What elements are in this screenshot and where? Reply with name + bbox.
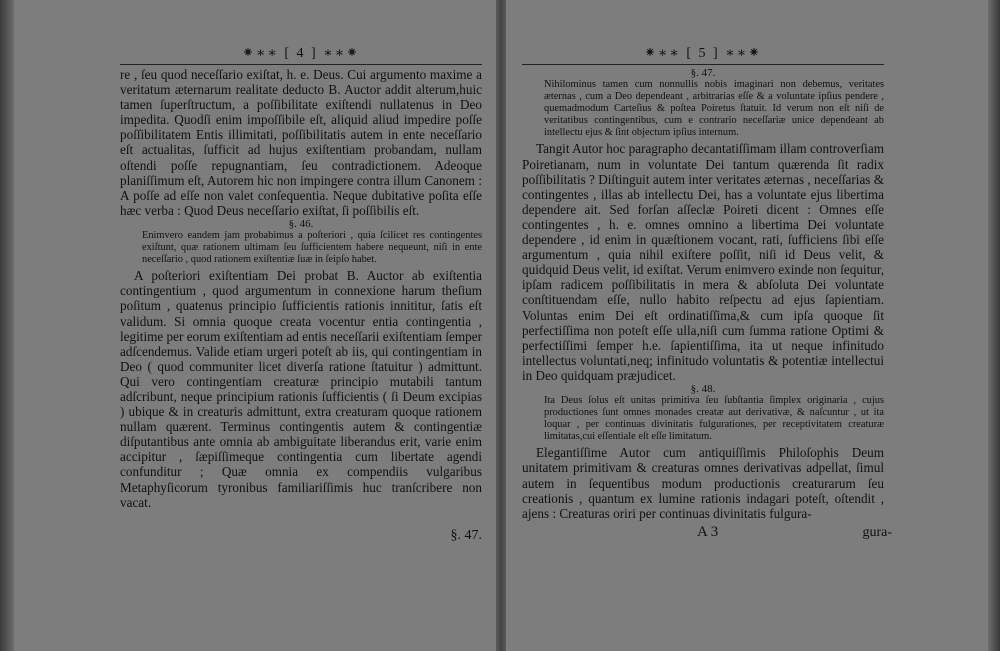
right-small-paragraph-2: Ita Deus ſolus eſt unitas primitiva ſeu ſubſtantia ſimplex originaria , cujus productiones ſunt omnes monades creatæ aut derivativæ, & naſcuntur , ut ita loquar , per continuas divinitatis fulgurationes, per receptivitatem creaturæ limitatas,cui eſſentiale eſt eſſe limitatum. — [544, 394, 884, 443]
right-section-number-47: §. 47. — [690, 67, 716, 79]
right-paragraph-2: Elegantiſſime Autor cum antiquiſſimis Philoſophis Deum unitatem primitivam & creaturas omnes derivativas adpellat, ſimul autem in ſequentibus modum productionis creaturarum ſeu creationis , quantum ex lumine rationis indagari poteſt, oſtendit , ajens : Creaturas oriri per continuas divinitatis fulgura- — [522, 445, 884, 521]
book-gutter — [496, 0, 506, 651]
left-running-head: ⁕∗∗ [ 4 ] ∗∗⁕ — [120, 44, 482, 65]
left-paragraph-2: A poſteriori exiſtentiam Dei probat B. Auctor ab exiſtentia contingentium , quod argumentum in connexione harum theſium poſitum , quatenus principio ſufficientis rationis innititur, ſatis eſt validum. Si omnia quoque creata vocentur entia contingentia , legitime per eorum exiſtentiam ad entis neceſſarii exiſtentiam ſemper adſcendemus. Valide etiam urgeri poteſt ab iis, qui contingentiam in Deo ( quod communiter licet diverſa ratione ſtatuitur ) admittunt. Qui vero contingentiam creaturæ principio mutabili tantum adſcribunt, neque principium rationis ſufficientis ( ſi Deum excipias ) ubique & in creaturis admittunt, extra creaturam quoque rationem nullam quærent. Terminus contingentis autem & contingentiæ diſputantibus ante omnia ab ambiguitate liberandus erit, varie enim accipitur , ſæpiſſimeque contingentia cum libertate agendi confunditur ; Quæ omnia ex compendiis vulgaribus Metaphyſicorum tyronibus familiariſſimis huc tranſcribere non vacat. — [120, 268, 482, 510]
left-small-paragraph: Enimvero eandem jam probabimus a poſteriori , quia ſcilicet res contingentes exiſtunt, quæ rationem ultimam ſeu ſufficientem habere nequeunt, niſi in ente neceſſario , quod rationem exiſtentiæ ſuæ in ſeipſo habet. — [142, 229, 482, 266]
right-small-paragraph-1: Nihilominus tamen cum nonnullis nobis imaginari non debemus, veritates æternas , cum a Deo dependeant , arbitrarias eſſe & a voluntate ipſius pendere , quemadmodum Carteſius & poſtea Poiretus ſtatuit. Id verum non eſt niſi de veritatibus contingentibus, cum e contrario neceſſariæ unice dependeant ab intellectu ejus & ſint objectum ipſius internum. — [544, 79, 884, 139]
left-page — [120, 44, 482, 543]
left-page-edge — [0, 0, 14, 651]
right-section-number-48: §. 48. — [690, 382, 716, 395]
left-section-number: §. 46. — [288, 217, 314, 230]
right-running-head: ⁕∗∗ [ 5 ] ∗∗⁕ — [522, 44, 884, 65]
right-paragraph-1: Tangit Autor hoc paragrapho decantatiſſimam illam controverſiam Poiretianam, num in voluntate Dei tantum quærenda ſit radix poſſibilitatis ? Diſtinguit autem inter veritates æternas , neceſſarias & contingentes , illas ab intellectu Dei, has a voluntate ejus libertima dependere ait. Sed forſan aſſeclæ Poireti dicent : Omnes eſſe contingentes , h. e. omnes omnino a libertima Dei voluntate dependere , id enim in quæſtionem vocant, rati, ſufficiens ſibi eſſe argumentum , quia nihil exiſtere poſſit, niſi id Deus velit, & quidquid Deus velit, id exiſtat. Verum enimvero exinde non ſequitur, ipſam radicem poſſibilitatis in mera & abſoluta Dei voluntate conſtituendam eſſe, nullo habito reſpectu ad ejus ſapientiam. Voluntas enim Dei eſt ordinatiſſima,& cum ipſa quoque ſit perfectiſſima non poteſt eſſe ulla,niſi cum ſumma ratione Optimi & perfectiſſimi ſemper h.e. ſapientiſſima, ita ut neque infinitudo intellectus voluntati,neq; infinitudo voluntatis & potentiæ intellectui in Deo quidquam præjudicet. — [522, 141, 884, 383]
right-page — [522, 44, 892, 540]
left-catchword: §. 47. — [450, 527, 482, 543]
right-catchword: gura- — [862, 524, 892, 540]
signature-mark: A 3 — [697, 523, 719, 540]
right-page-edge — [988, 0, 1000, 651]
left-paragraph-1: re , ſeu quod neceſſario exiſtat, h. e. Deus. Cui argumento maxime a veritatum æternarum realitate deducto B. Auctor addit alterum,huic tamen ſuperſtructum, a poſſibilitate exiſtendi nullatenus in Deo impedita. Quodſi enim impoſſibile eſt, aliquid aliud impedire poſſe poſſibilitatem Entis illimitati, poſſibilitatis autem in ente neceſſario eſt actualitas, ſufficit ad hujus exiſtentiam probandam, nullam oſtendi poſſe repugnantiam, ſeu contradictionem. Adeoque planiſſimum eſt, Autorem hic non impingere contra illum Canonem : A poſſe ad eſſe non valet conſequentia. Neque dubitative poſita eſſe hæc verba : Quod Deus neceſſario exiſtat, ſi poſſibilis eſt. — [120, 67, 482, 218]
